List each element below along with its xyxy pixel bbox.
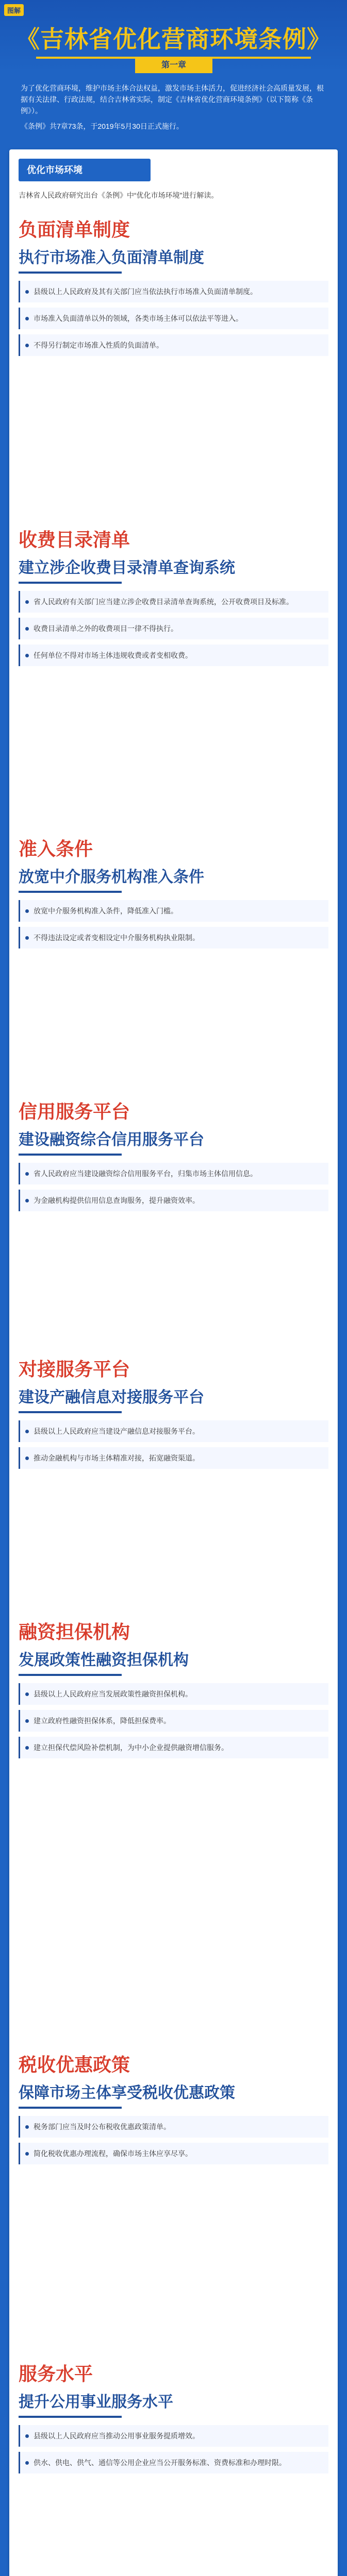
subsection-subtitle: 发展政策性融资担保机构 — [19, 1652, 189, 1669]
intro-paragraph: 为了优化营商环境，维护市场主体合法权益，激发市场主体活力，促进经济社会高质量发展，根据有关法律、行政法规，结合吉林省实际，制定《吉林省优化营商环境条例》（以下简称《条例》）。 — [21, 84, 324, 115]
page-title: 《吉林省优化营商环境条例》 — [16, 26, 331, 53]
list-item: 税务部门应当及时公布税收优惠政策清单。 — [19, 2116, 328, 2138]
subsection-rule — [19, 272, 122, 274]
section-header: 优化市场环境 — [19, 159, 151, 181]
subsection-rule — [19, 891, 122, 893]
list-item: 省人民政府应当建设融资综合信用服务平台，归集市场主体信用信息。 — [19, 1163, 328, 1184]
list-item: 收费目录清单之外的收费项目一律不得执行。 — [19, 618, 328, 639]
subsection-items — [19, 900, 328, 948]
subsection-title: 融资担保机构 — [19, 1621, 130, 1642]
subsection-rule — [19, 2107, 122, 2109]
subsection-rule — [19, 582, 122, 584]
subsection-items — [19, 591, 328, 666]
subsection-docking-platform — [19, 1355, 328, 1474]
subsection-subtitle: 保障市场主体享受税收优惠政策 — [19, 2084, 235, 2102]
subsection-rule — [19, 1154, 122, 1156]
subsection-tax — [19, 2050, 328, 2170]
subsection-subtitle: 建设融资综合信用服务平台 — [19, 1131, 204, 1148]
subsection-items — [19, 1163, 328, 1211]
subsection-items — [19, 281, 328, 356]
subsection-rule — [19, 2416, 122, 2418]
list-item: 放宽中介服务机构准入条件，降低准入门槛。 — [19, 900, 328, 922]
list-item: 建立担保代偿风险补偿机制，为中小企业提供融资增信服务。 — [19, 1737, 328, 1758]
tag-label: 图解 — [4, 4, 24, 16]
list-item: 推动金融机构与市场主体精准对接，拓宽融资渠道。 — [19, 1447, 328, 1469]
subsection-subtitle: 执行市场准入负面清单制度 — [19, 249, 204, 266]
list-item: 县级以上人民政府及其有关部门应当依法执行市场准入负面清单制度。 — [19, 281, 328, 302]
subsection-guarantee — [19, 1618, 328, 1764]
list-item: 县级以上人民政府应当发展政策性融资担保机构。 — [19, 1683, 328, 1705]
subsection-subtitle: 建立涉企收费目录清单查询系统 — [19, 560, 235, 577]
subsection-items — [19, 2425, 328, 2473]
subsection-subtitle: 建设产融信息对接服务平台 — [19, 1389, 204, 1406]
subsection-title: 税收优惠政策 — [19, 2054, 130, 2075]
intro-paragraph: 《条例》共7章73条，于2019年5月30日正式施行。 — [21, 122, 184, 130]
subsection-title: 准入条件 — [19, 838, 93, 859]
subsection-rule — [19, 1674, 122, 1676]
list-item: 不得违法设定或者变相设定中介服务机构执业限制。 — [19, 927, 328, 948]
section-intro: 吉林省人民政府研究出台《条例》中“优化市场环境”进行解读。 — [19, 191, 219, 199]
list-item: 简化税收优惠办理流程，确保市场主体应享尽享。 — [19, 2143, 328, 2164]
list-item: 建立政府性融资担保体系，降低担保费率。 — [19, 1710, 328, 1732]
subsection-items — [19, 1420, 328, 1469]
intro — [21, 82, 326, 136]
list-item: 不得另行制定市场准入性质的负面清单。 — [19, 334, 328, 356]
subsection-credit-platform — [19, 1097, 328, 1216]
subsection-title: 信用服务平台 — [19, 1101, 130, 1122]
list-item: 任何单位不得对市场主体违规收费或者变相收费。 — [19, 645, 328, 666]
subsection-rule — [19, 1411, 122, 1413]
list-item: 供水、供电、供气、通信等公用企业应当公开服务标准、资费标准和办理时限。 — [19, 2452, 328, 2473]
subsection-title: 负面清单制度 — [19, 219, 130, 240]
subsection-fee-list — [19, 526, 328, 671]
subsection-subtitle: 提升公用事业服务水平 — [19, 2394, 173, 2411]
list-item: 县级以上人民政府应当推动公用事业服务提质增效。 — [19, 2425, 328, 2447]
list-item: 为金融机构提供信用信息查询服务，提升融资效率。 — [19, 1190, 328, 1211]
subsection-access-conditions — [19, 835, 328, 954]
subsection-title: 服务水平 — [19, 2363, 93, 2384]
subsection-subtitle: 放宽中介服务机构准入条件 — [19, 869, 204, 886]
list-item: 县级以上人民政府应当建设产融信息对接服务平台。 — [19, 1420, 328, 1442]
content-card — [9, 149, 338, 2576]
subsection-negative-list — [19, 215, 328, 361]
subsection-service-level — [19, 2360, 328, 2479]
subsection-title: 对接服务平台 — [19, 1359, 130, 1380]
chapter-banner: 第一章 — [135, 58, 212, 73]
subsection-items — [19, 1683, 328, 1758]
subsection-title: 收费目录清单 — [19, 529, 130, 550]
subsection-items — [19, 2116, 328, 2164]
list-item: 市场准入负面清单以外的领域，各类市场主体可以依法平等进入。 — [19, 308, 328, 329]
list-item: 省人民政府有关部门应当建立涉企收费目录清单查询系统，公开收费项目及标准。 — [19, 591, 328, 613]
